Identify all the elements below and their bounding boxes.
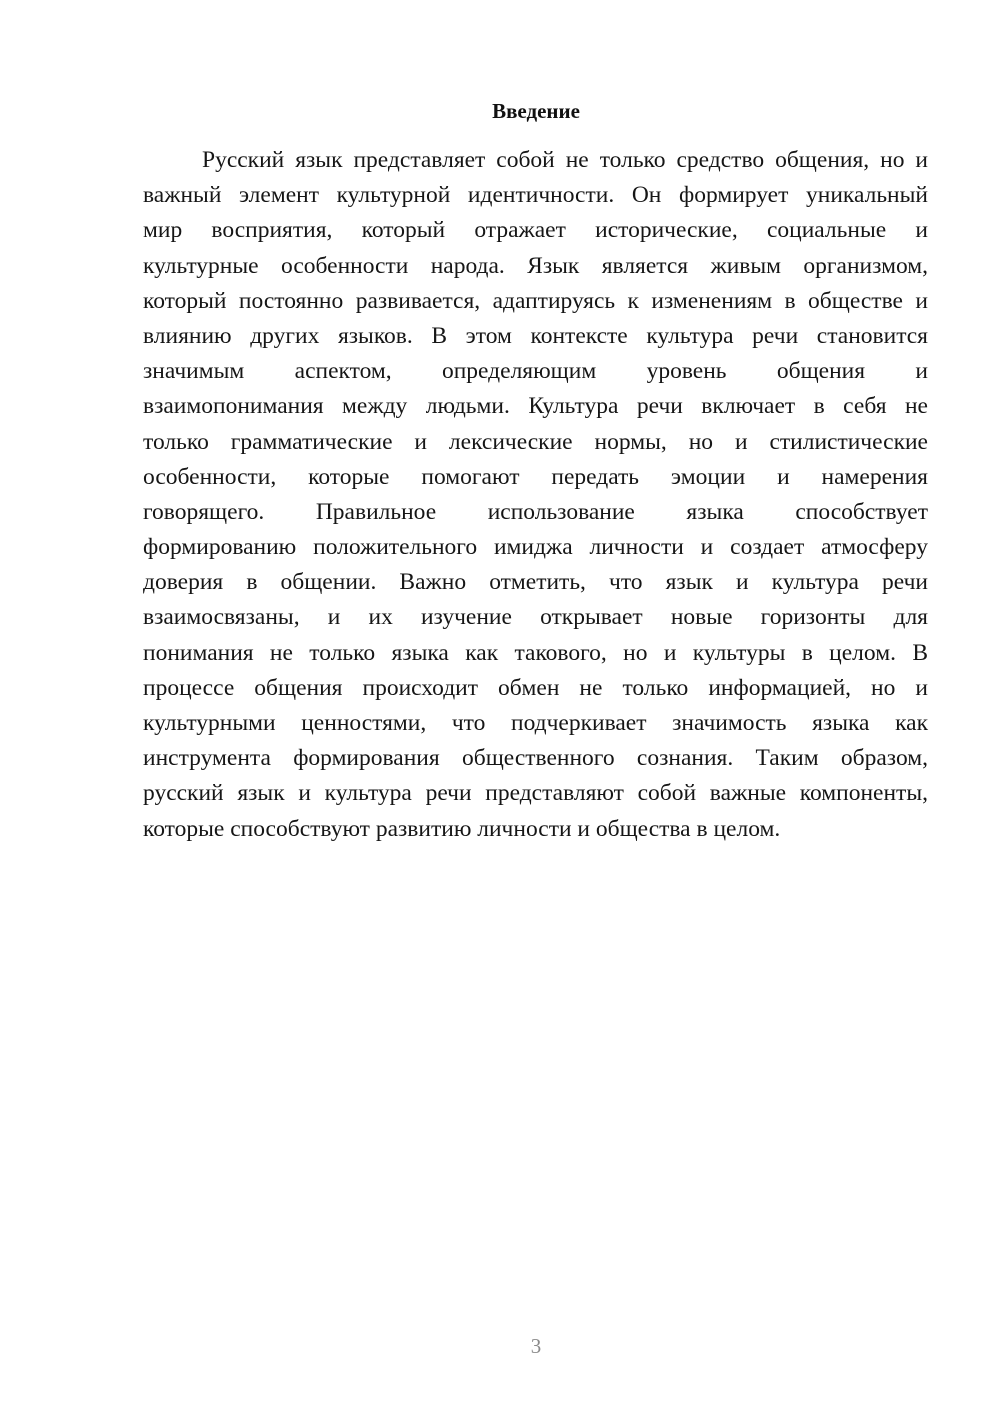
paragraph-line: русский язык и культура речи представляют собой важные компоненты, — [143, 780, 928, 807]
paragraph-line: культурные особенности народа. Язык является живым организмом, — [143, 252, 928, 279]
paragraph-line: понимания не только языка как такового, но и культуры в целом. В — [143, 639, 928, 666]
body-paragraph — [143, 143, 928, 847]
paragraph-line: важный элемент культурной идентичности. Он формирует уникальный — [143, 182, 928, 209]
paragraph-line: взаимосвязаны, и их изучение открывает новые горизонты для — [143, 604, 928, 631]
paragraph-line: влиянию других языков. В этом контексте культура речи становится — [143, 322, 928, 349]
paragraph-line: значимым аспектом, определяющим уровень общения и — [143, 358, 928, 385]
paragraph-line: взаимопонимания между людьми. Культура речи включает в себя не — [143, 393, 928, 420]
paragraph-line: доверия в общении. Важно отметить, что язык и культура речи — [143, 569, 928, 596]
paragraph-line: Русский язык представляет собой не только средство общения, но и — [202, 147, 928, 173]
paragraph-line: формированию положительного имиджа личности и создает атмосферу — [143, 534, 928, 561]
paragraph-line: которые способствуют развитию личности и общества в целом. — [143, 815, 781, 842]
paragraph-line: говорящего. Правильное использование языка способствует — [143, 498, 928, 525]
page-number: 3 — [530, 1334, 542, 1358]
paragraph-line: который постоянно развивается, адаптируясь к изменениям в обществе и — [143, 287, 928, 314]
paragraph-line: особенности, которые помогают передать эмоции и намерения — [143, 463, 928, 490]
paragraph-line: мир восприятия, который отражает исторические, социальные и — [143, 217, 928, 244]
section-heading: Введение — [492, 99, 580, 123]
paragraph-line: процессе общения происходит обмен не только информацией, но и — [143, 674, 928, 701]
paragraph-line: культурными ценностями, что подчеркивает значимость языка как — [143, 710, 928, 736]
paragraph-line: инструмента формирования общественного сознания. Таким образом, — [143, 745, 928, 772]
paragraph-line: только грамматические и лексические нормы, но и стилистические — [143, 428, 928, 455]
